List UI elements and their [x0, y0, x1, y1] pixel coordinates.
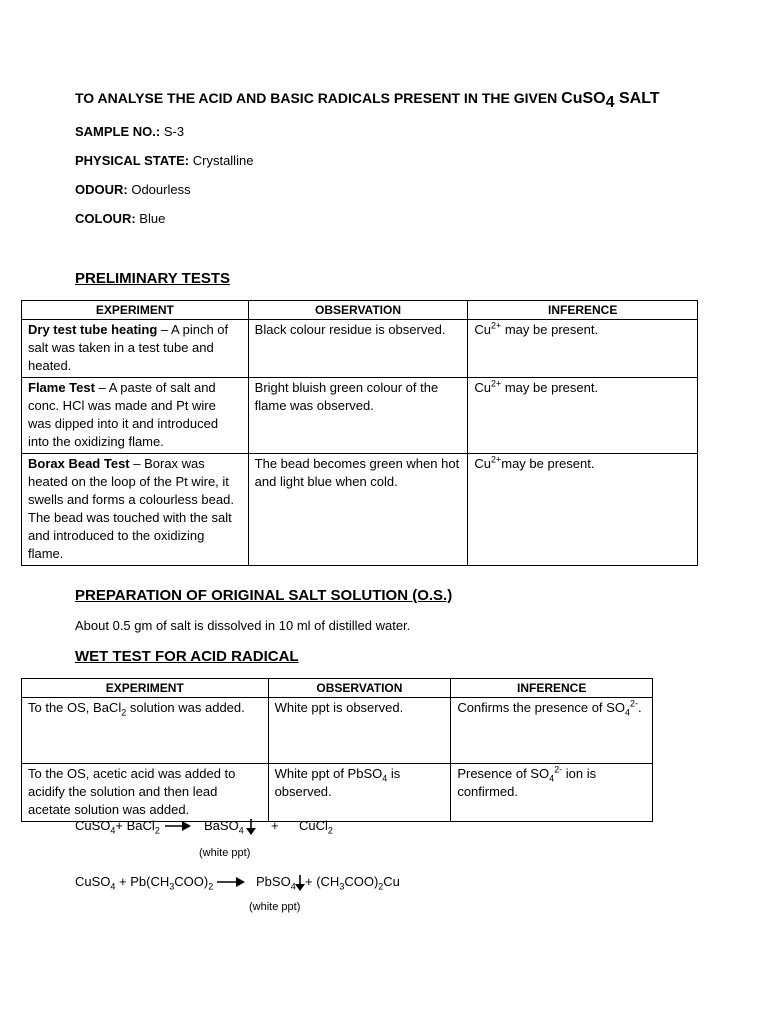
wet-test-heading: WET TEST FOR ACID RADICAL: [75, 648, 299, 665]
inference-cell: Confirms the presence of $SO_4^{2-}$.: [451, 698, 653, 764]
inference-cell: $Cu^{2+}may$ be present.: [468, 454, 698, 566]
equation-2-reactants: CuSO$_4$ + $Pb(CH_3COO)_2$: [75, 874, 214, 892]
colour-field: COLOUR: Blue: [75, 211, 166, 226]
header-observation: OBSERVATION: [268, 679, 451, 698]
header-experiment: EXPERIMENT: [22, 679, 269, 698]
table-row: [22, 764, 653, 822]
experiment-cell: To the OS, acetic acid was added to acidify the solution and then lead acetate solution was added.: [22, 764, 269, 822]
odour-field: ODOUR: Odourless: [75, 182, 191, 197]
experiment-cell: Borax Bead Test – Borax was heated on the loop of the Pt wire, it swells and forms a colourless bead. The bead was touched with the salt and introduced to the oxidizing flame.: [22, 454, 249, 566]
observation-cell: The bead becomes green when hot and light blue when cold.: [248, 454, 468, 566]
table-header-row: [22, 301, 698, 320]
wet-test-table: [21, 678, 653, 822]
table-row: [22, 454, 698, 566]
observation-cell: White ppt of PbSO$_4$ is observed.: [268, 764, 451, 822]
reaction-arrow-icon: [217, 876, 245, 888]
inference-cell: Presence of $SO_4^{2-}$ ion is confirmed.: [451, 764, 653, 822]
observation-cell: Black colour residue is observed.: [248, 320, 468, 378]
header-experiment: EXPERIMENT: [22, 301, 249, 320]
table-row: [22, 698, 653, 764]
observation-cell: White ppt is observed.: [268, 698, 451, 764]
experiment-cell: Dry test tube heating – A pinch of salt was taken in a test tube and heated.: [22, 320, 249, 378]
reaction-arrow-icon: [165, 820, 191, 832]
equation-2-product-2: + $(CH_3COO)_2Cu$: [305, 874, 400, 892]
table-row: [22, 378, 698, 454]
equation-1-reactants: CuSO$_4$+ BaCl$_2$: [75, 818, 160, 836]
table-row: [22, 320, 698, 378]
equation-1-note: (white ppt): [199, 847, 251, 859]
preliminary-tests-table: [21, 300, 698, 566]
header-inference: INFERENCE: [468, 301, 698, 320]
page-title: TO ANALYSE THE ACID AND BASIC RADICALS PRESENT IN THE GIVEN CuSO$_4$ SALT: [75, 90, 660, 111]
preliminary-tests-heading: PRELIMINARY TESTS: [75, 270, 231, 287]
observation-cell: Bright bluish green colour of the flame was observed.: [248, 378, 468, 454]
equation-2-note: (white ppt): [249, 901, 301, 913]
equation-1-plus: +: [271, 818, 279, 833]
inference-cell: $Cu^{2+}$ may be present.: [468, 378, 698, 454]
physical-state-field: PHYSICAL STATE: Crystalline: [75, 153, 254, 168]
equation-2-product-1: PbSO$_4$: [256, 874, 296, 892]
experiment-cell: To the OS, BaCl$_2$ solution was added.: [22, 698, 269, 764]
table-header-row: [22, 679, 653, 698]
header-observation: OBSERVATION: [248, 301, 468, 320]
equation-1-product-1: BaSO$_4$: [204, 818, 244, 836]
preparation-text: About 0.5 gm of salt is dissolved in 10 ml of distilled water.: [75, 618, 411, 633]
sample-no-field: SAMPLE NO.: S-3: [75, 124, 185, 139]
experiment-cell: Flame Test – A paste of salt and conc. HCl was made and Pt wire was dipped into it and introduced into the oxidizing flame.: [22, 378, 249, 454]
header-inference: INFERENCE: [451, 679, 653, 698]
precipitate-arrow-icon: [295, 875, 305, 891]
precipitate-arrow-icon: [246, 819, 256, 835]
preparation-heading: PREPARATION OF ORIGINAL SALT SOLUTION (O.S.): [75, 587, 453, 604]
inference-cell: $Cu^{2+}$ may be present.: [468, 320, 698, 378]
equation-1-product-2: CuCl$_2$: [299, 818, 333, 836]
